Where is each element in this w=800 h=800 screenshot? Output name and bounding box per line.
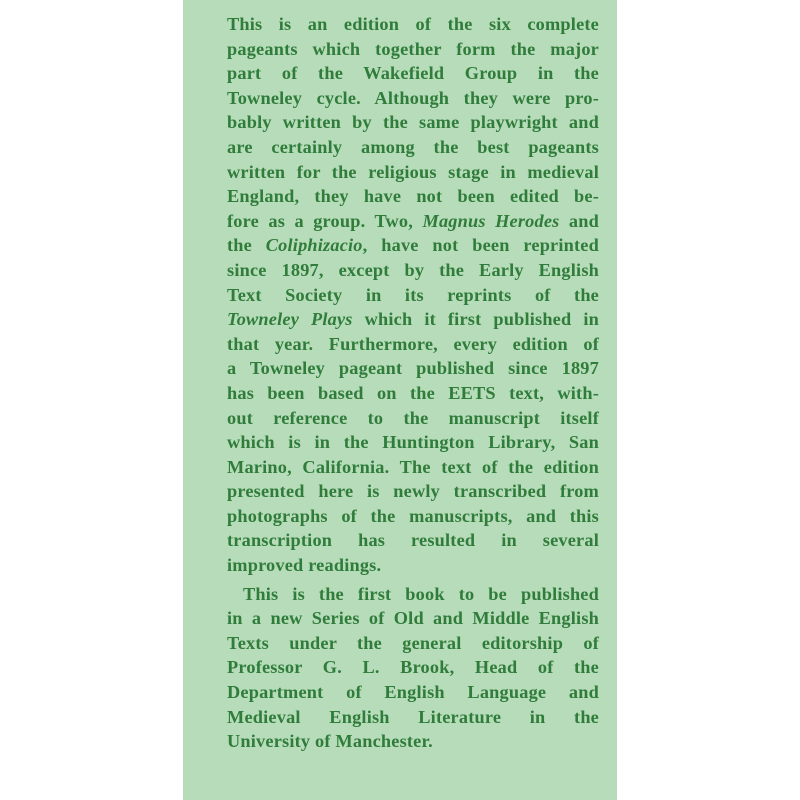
text-segment: are certainly among the best pageants [227, 136, 599, 157]
text-line [227, 12, 599, 37]
text-line [227, 332, 599, 357]
text-segment: improved readings. [227, 555, 382, 576]
text-line [227, 381, 599, 406]
text-segment: This is an edition of the six complete [227, 14, 599, 34]
paragraph-1 [227, 12, 599, 578]
text-line [227, 729, 599, 754]
text-line [227, 283, 599, 308]
text-segment: This is the first book to be published [243, 583, 599, 604]
text-line [227, 86, 599, 111]
text-line [227, 455, 599, 480]
text-line [227, 307, 599, 332]
text-segment: pageants which together form the major [227, 38, 599, 59]
text-line [227, 631, 599, 656]
text-segment: transcription has resulted in several [227, 530, 599, 551]
text-line [227, 110, 599, 135]
text-segment: a Towneley pageant published since 1897 [227, 358, 599, 379]
text-segment: part of the Wakefield Group in the [227, 63, 599, 84]
text-segment: , have not been reprinted [362, 235, 599, 256]
text-line [227, 406, 599, 431]
text-line [227, 135, 599, 160]
text-line [227, 504, 599, 529]
text-segment: photographs of the manuscripts, and this [227, 505, 599, 526]
text-segment: the [227, 235, 266, 256]
italic-title: Towneley Plays [227, 309, 353, 330]
text-segment: in a new Series of Old and Middle English [227, 608, 599, 629]
text-line [227, 528, 599, 553]
text-line [227, 680, 599, 705]
italic-title: Magnus Herodes [422, 210, 560, 231]
text-segment: which it first published in [352, 309, 599, 330]
text-segment: written for the religious stage in medieval [227, 161, 599, 182]
text-line [227, 606, 599, 631]
text-line [227, 61, 599, 86]
text-line [227, 209, 599, 234]
text-segment: has been based on the EETS text, with- [227, 382, 599, 403]
text-segment: Marino, California. The text of the edition [227, 456, 599, 477]
text-line [227, 430, 599, 455]
text-line [227, 233, 599, 258]
text-line [227, 356, 599, 381]
text-segment: and [559, 210, 599, 231]
text-segment: bably written by the same playwright and [227, 112, 599, 133]
text-line [227, 553, 599, 578]
text-segment: out reference to the manuscript itself [227, 407, 599, 428]
text-segment: which is in the Huntington Library, San [227, 432, 599, 453]
blurb-text [227, 12, 599, 754]
paragraph-2 [227, 582, 599, 754]
text-line [227, 37, 599, 62]
text-line [227, 184, 599, 209]
text-line [227, 160, 599, 185]
text-segment: England, they have not been edited be- [227, 186, 599, 207]
italic-title: Coliphizacio [265, 235, 363, 256]
text-segment: Texts under the general editorship of [227, 632, 599, 653]
text-segment: Department of English Language and [227, 682, 599, 703]
text-line [227, 258, 599, 283]
book-flap-page [183, 0, 617, 800]
text-segment: since 1897, except by the Early English [227, 259, 599, 280]
text-segment: Towneley cycle. Although they were pro- [227, 87, 599, 108]
text-segment: that year. Furthermore, every edition of [227, 333, 599, 354]
text-segment: fore as a group. Two, [227, 210, 423, 231]
text-segment: presented here is newly transcribed from [227, 481, 599, 502]
text-line [227, 705, 599, 730]
text-segment: University of Manchester. [227, 731, 433, 752]
text-line [227, 582, 599, 607]
text-segment: Professor G. L. Brook, Head of the [227, 657, 599, 678]
text-line [227, 655, 599, 680]
text-line [227, 479, 599, 504]
text-segment: Medieval English Literature in the [227, 706, 599, 727]
text-segment: Text Society in its reprints of the [227, 284, 599, 305]
